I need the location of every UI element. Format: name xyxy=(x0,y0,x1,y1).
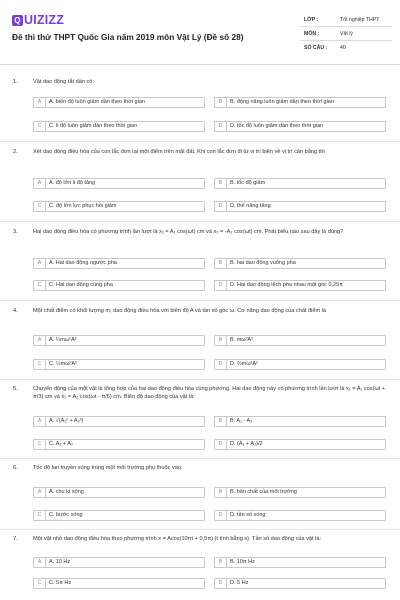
option-b[interactable] xyxy=(214,258,386,269)
question-stem: Một vật nhỏ dao động điều hòa theo phương trình x = Acos(10πt + 0,5π) (t tính bằng s). Tần số dao động của vật là: xyxy=(33,536,322,542)
meta-key: SỐ CÂU : xyxy=(304,45,328,51)
divider xyxy=(0,221,400,222)
document-title: Đề thi thử THPT Quốc Gia năm 2019 môn Vật Lý (Đề số 28) xyxy=(12,32,244,42)
option-letter: A xyxy=(34,417,46,426)
divider xyxy=(0,300,400,301)
meta-row-class xyxy=(300,14,392,27)
option-text: A. Hai dao động ngược pha xyxy=(49,260,117,266)
meta-value: 40 xyxy=(340,45,346,51)
option-a[interactable] xyxy=(33,178,205,189)
option-a[interactable] xyxy=(33,557,205,568)
option-text: C. 5π Hz xyxy=(49,580,72,586)
question-stem: Chuyển động của một vật là tổng hợp của hai dao động điều hòa cùng phương. Hai dao động này có phương trình lần lượt là x₁ = A₁ cos(ωt + π/3) cm và x₂ = A₂ cos(ωt - π/6) cm. Biên độ dao động của vật là: xyxy=(33,386,386,400)
option-c[interactable] xyxy=(33,280,205,291)
option-letter: B xyxy=(215,417,227,426)
option-b[interactable] xyxy=(214,178,386,189)
option-c[interactable] xyxy=(33,510,205,521)
logo-text: UIZIZZ xyxy=(24,13,65,27)
option-text: C. độ lớn lực phục hồi giảm xyxy=(49,203,117,209)
option-letter: B xyxy=(215,558,227,567)
option-letter: C xyxy=(34,122,46,131)
question-stem: Vật dao động tắt dần có: xyxy=(33,79,94,85)
option-text: D. tốc độ luôn giảm dần theo thời gian xyxy=(230,123,324,129)
option-letter: D xyxy=(215,511,227,520)
divider xyxy=(0,529,400,530)
question-stem: Hai dao động điều hòa có phương trình lần lượt là x₁ = A₁ cos(ωt) cm và x₂ = -A₂ cos(ωt) cm. Phát biểu nào sau đây là đúng? xyxy=(33,229,344,235)
meta-key: LỚP : xyxy=(304,17,319,23)
page-header xyxy=(0,0,400,65)
option-d[interactable] xyxy=(214,121,386,132)
option-text: A. √(A₁² + A₂²) xyxy=(49,418,84,424)
option-letter: B xyxy=(215,98,227,107)
option-letter: C xyxy=(34,511,46,520)
divider xyxy=(0,458,400,459)
option-text: B. 10π Hz xyxy=(230,559,255,565)
option-letter: D xyxy=(215,440,227,449)
meta-row-subject xyxy=(300,28,392,41)
option-text: C. A₁ + A₂ xyxy=(49,441,74,447)
option-text: B. A₁ - A₂ xyxy=(230,418,253,424)
question-number: 2. xyxy=(13,149,18,155)
option-c[interactable] xyxy=(33,359,205,370)
option-letter: B xyxy=(215,179,227,188)
option-letter: D xyxy=(215,579,227,588)
option-text: C. bước sóng xyxy=(49,512,83,518)
divider xyxy=(0,141,400,142)
option-a[interactable] xyxy=(33,97,205,108)
option-text: A. ¼mω²A² xyxy=(49,337,77,343)
question-stem: Tốc độ lan truyền sóng trong một môi trường phụ thuộc vào: xyxy=(33,465,183,471)
option-a[interactable] xyxy=(33,258,205,269)
option-c[interactable] xyxy=(33,121,205,132)
option-letter: A xyxy=(34,488,46,497)
option-d[interactable] xyxy=(214,439,386,450)
option-text: A. 10 Hz xyxy=(49,559,71,565)
option-text: D. (A₁ + A₂)/2 xyxy=(230,441,263,447)
option-text: B. tốc độ giảm xyxy=(230,180,266,186)
option-text: C. Hai dao động cùng pha xyxy=(49,282,113,288)
option-text: D. tần số sóng xyxy=(230,512,266,518)
option-c[interactable] xyxy=(33,578,205,589)
question-number: 5. xyxy=(13,386,18,392)
option-b[interactable] xyxy=(214,335,386,346)
option-letter: C xyxy=(34,281,46,290)
option-letter: A xyxy=(34,558,46,567)
option-letter: B xyxy=(215,488,227,497)
option-a[interactable] xyxy=(33,487,205,498)
option-b[interactable] xyxy=(214,557,386,568)
option-text: A. biên độ luôn giảm dần theo thời gian xyxy=(49,99,145,105)
option-b[interactable] xyxy=(214,416,386,427)
option-letter: C xyxy=(34,440,46,449)
option-letter: B xyxy=(215,259,227,268)
question-number: 4. xyxy=(13,308,18,314)
option-d[interactable] xyxy=(214,201,386,212)
option-text: D. Hai dao động lệch pha nhau một góc 0,25π xyxy=(230,282,343,288)
question-stem: Xét dao động điều hòa của con lắc đơn tại một điểm trên mặt đất. Khi con lắc đơn đi từ vị trí biên về vị trí cân bằng thì xyxy=(33,149,325,155)
meta-key: MÔN : xyxy=(304,31,320,37)
option-text: A. chu kì sóng xyxy=(49,489,84,495)
option-c[interactable] xyxy=(33,439,205,450)
option-letter: D xyxy=(215,281,227,290)
option-c[interactable] xyxy=(33,201,205,212)
option-text: C. ½mω²A² xyxy=(49,361,77,367)
question-stem: Một chất điểm có khối lượng m, dao động điều hòa với biên độ A và tần số góc ω. Cơ năng dao động của chất điểm là xyxy=(33,308,327,314)
question-number: 6. xyxy=(13,465,18,471)
option-letter: C xyxy=(34,202,46,211)
option-text: B. mω²A² xyxy=(230,337,253,343)
option-text: B. động năng luôn giảm dần theo thời gian xyxy=(230,99,334,105)
question-number: 1. xyxy=(13,79,18,85)
option-text: D. thế năng tăng xyxy=(230,203,271,209)
option-letter: C xyxy=(34,579,46,588)
option-letter: B xyxy=(215,336,227,345)
option-d[interactable] xyxy=(214,510,386,521)
question-number: 3. xyxy=(13,229,18,235)
option-d[interactable] xyxy=(214,359,386,370)
option-a[interactable] xyxy=(33,416,205,427)
meta-row-count xyxy=(300,42,392,54)
option-text: B. hai dao động vuông pha xyxy=(230,260,296,266)
option-letter: A xyxy=(34,336,46,345)
quizizz-logo xyxy=(12,13,64,27)
option-letter: A xyxy=(34,259,46,268)
logo-badge: Q xyxy=(12,15,23,26)
meta-value: Tốt nghiệp THPT xyxy=(340,17,380,23)
option-text: C. li độ luôn giảm dần theo thời gian xyxy=(49,123,138,129)
meta-value: Vật lý xyxy=(340,31,353,37)
option-b[interactable] xyxy=(214,487,386,498)
option-d[interactable] xyxy=(214,280,386,291)
option-letter: C xyxy=(34,360,46,369)
option-a[interactable] xyxy=(33,335,205,346)
option-letter: A xyxy=(34,179,46,188)
option-letter: D xyxy=(215,122,227,131)
option-text: D. 5 Hz xyxy=(230,580,249,586)
option-text: B. bản chất của môi trường xyxy=(230,489,297,495)
divider xyxy=(0,379,400,380)
option-d[interactable] xyxy=(214,578,386,589)
option-text: A. độ lớn li độ tăng xyxy=(49,180,96,186)
option-text: D. ⅔mω²A² xyxy=(230,361,258,367)
question-number: 7. xyxy=(13,536,18,542)
option-letter: D xyxy=(215,202,227,211)
option-letter: A xyxy=(34,98,46,107)
option-letter: D xyxy=(215,360,227,369)
option-b[interactable] xyxy=(214,97,386,108)
